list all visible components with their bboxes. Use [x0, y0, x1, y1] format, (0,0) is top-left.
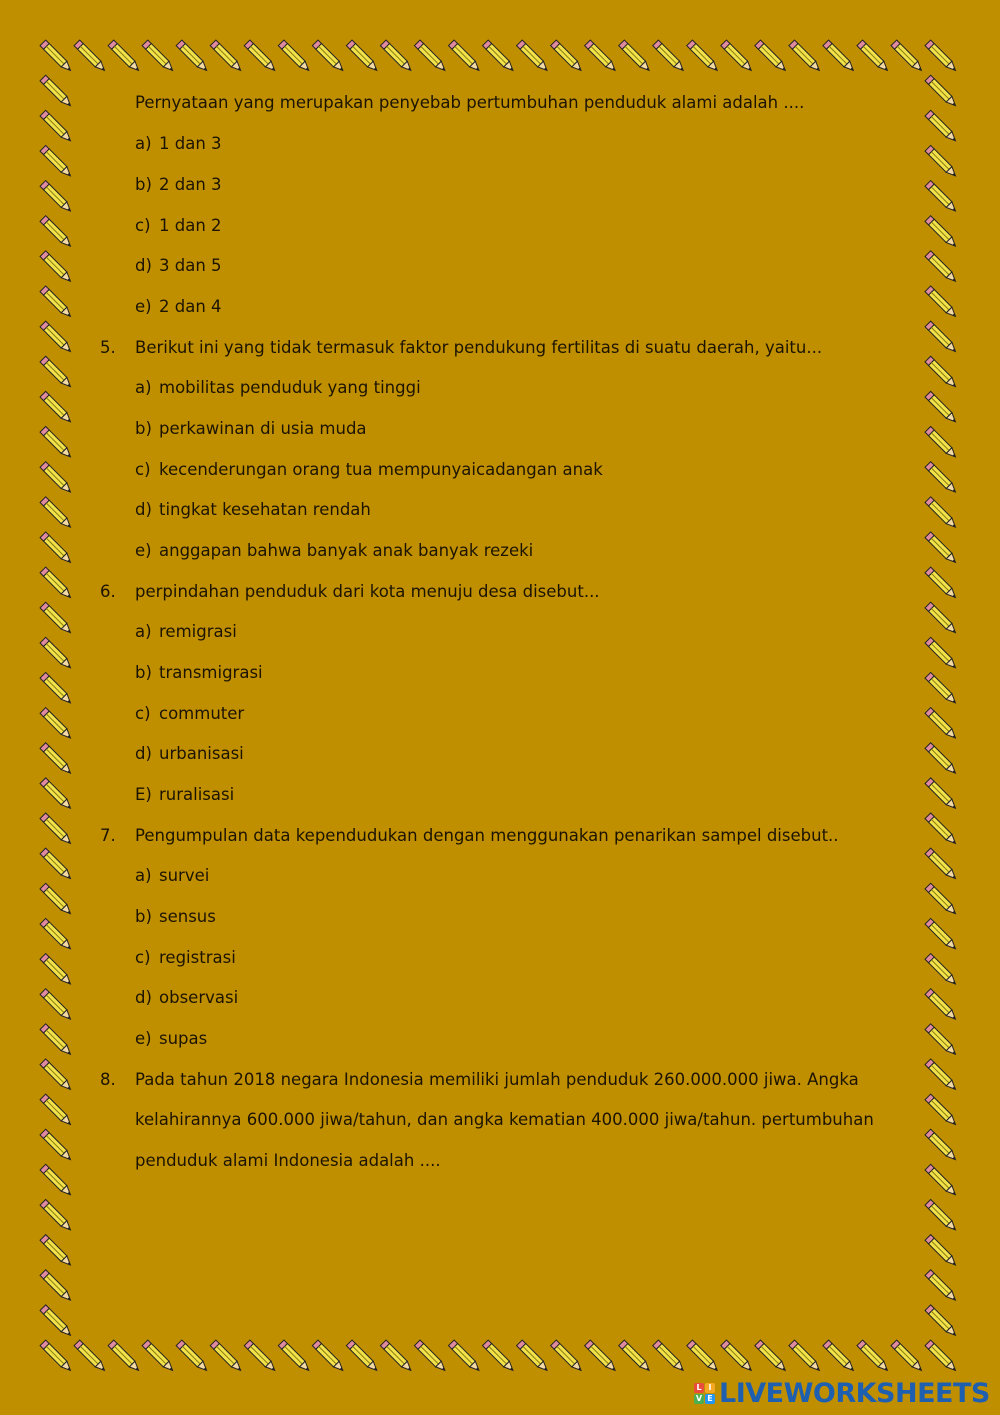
pencil-icon: [483, 1340, 516, 1373]
pencil-icon: [755, 1340, 788, 1373]
pencil-icon: [40, 602, 73, 635]
pencil-icon: [721, 1340, 754, 1373]
option-letter: b): [135, 175, 152, 194]
pencil-icon: [40, 251, 73, 284]
option-text: supas: [159, 1029, 208, 1048]
pencil-icon: [517, 1340, 550, 1373]
pencil-icon: [925, 216, 958, 249]
pencil-icon: [925, 391, 958, 424]
option-text: perkawinan di usia muda: [159, 419, 367, 438]
pencil-icon: [40, 1164, 73, 1197]
pencil-icon: [40, 497, 73, 530]
option-text: remigrasi: [159, 622, 237, 641]
pencil-icon: [40, 75, 73, 108]
pencil-icon: [40, 321, 73, 354]
pencil-icon: [40, 1024, 73, 1057]
pencil-icon: [925, 75, 958, 108]
pencil-icon: [346, 40, 379, 73]
pencil-icon: [925, 40, 958, 73]
option-item: [135, 663, 263, 683]
pencil-icon: [40, 145, 73, 178]
option-letter: b): [135, 663, 152, 682]
pencil-icon: [40, 918, 73, 951]
option-letter: c): [135, 460, 151, 479]
logo-letter: I: [705, 1383, 715, 1393]
option-letter: c): [135, 948, 151, 967]
pencil-icon: [925, 813, 958, 846]
option-letter: a): [135, 622, 152, 641]
pencil-icon: [40, 778, 73, 811]
option-text: mobilitas penduduk yang tinggi: [159, 378, 421, 397]
option-letter: a): [135, 378, 152, 397]
pencil-icon: [40, 743, 73, 776]
pencil-icon: [483, 40, 516, 73]
option-text: tingkat kesehatan rendah: [159, 500, 371, 519]
pencil-icon: [925, 462, 958, 495]
logo-letter: V: [695, 1393, 703, 1403]
pencil-icon: [40, 848, 73, 881]
logo-letter: L: [694, 1383, 704, 1393]
pencil-icon: [925, 778, 958, 811]
option-letter: E): [135, 785, 152, 804]
option-text: sensus: [159, 907, 216, 926]
pencil-icon: [108, 1340, 141, 1373]
pencil-icon: [40, 672, 73, 705]
question-text: Pengumpulan data kependudukan dengan menggunakan penarikan sampel disebut..: [135, 826, 839, 845]
pencil-icon: [755, 40, 788, 73]
pencil-icon: [925, 1305, 958, 1338]
option-item: [135, 460, 603, 480]
pencil-icon: [40, 813, 73, 846]
pencil-icon: [40, 181, 73, 214]
pencil-icon: [925, 848, 958, 881]
pencil-icon: [40, 989, 73, 1022]
pencil-icon: [40, 1094, 73, 1127]
pencil-icon: [448, 1340, 481, 1373]
pencil-icon: [40, 637, 73, 670]
pencil-icon: [414, 40, 447, 73]
pencil-icon: [40, 1270, 73, 1303]
pencil-icon: [40, 883, 73, 916]
option-item: [135, 704, 244, 724]
pencil-icon: [925, 708, 958, 741]
question-text-line: penduduk alami Indonesia adalah ....: [135, 1151, 441, 1170]
pencil-icon: [210, 1340, 243, 1373]
pencil-icon: [925, 1094, 958, 1127]
pencil-icon: [925, 321, 958, 354]
pencil-icon: [40, 40, 73, 73]
option-text: ruralisasi: [159, 785, 235, 804]
pencil-icon: [40, 110, 73, 143]
option-letter: d): [135, 988, 152, 1007]
pencil-icon: [74, 40, 107, 73]
pencil-icon: [551, 1340, 584, 1373]
option-item: [135, 1029, 207, 1049]
pencil-icon: [40, 1235, 73, 1268]
liveworksheets-logo-icon: [694, 1383, 715, 1404]
pencil-icon: [925, 1024, 958, 1057]
pencil-icon: [925, 637, 958, 670]
option-item: [135, 175, 222, 195]
question-text: Berikut ini yang tidak termasuk faktor pendukung fertilitas di suatu daerah, yaitu...: [135, 338, 823, 357]
option-item: [135, 500, 371, 520]
option-item: [135, 948, 236, 968]
pencil-icon: [278, 1340, 311, 1373]
pencil-icon: [40, 216, 73, 249]
option-letter: e): [135, 1029, 152, 1048]
logo-letter: E: [705, 1394, 715, 1404]
option-text: 2 dan 3: [159, 175, 222, 194]
pencil-icon: [925, 567, 958, 600]
option-letter: d): [135, 256, 152, 275]
pencil-icon: [653, 40, 686, 73]
pencil-icon: [312, 1340, 345, 1373]
pencil-icon: [925, 356, 958, 389]
pencil-icon: [925, 1059, 958, 1092]
question-text-line: kelahirannya 600.000 jiwa/tahun, dan angka kematian 400.000 jiwa/tahun. pertumbuhan: [135, 1110, 874, 1129]
option-letter: a): [135, 134, 152, 153]
question-number: 5.: [100, 338, 116, 357]
option-letter: e): [135, 297, 152, 316]
pencil-icon: [925, 918, 958, 951]
pencil-icon: [925, 989, 958, 1022]
pencil-icon: [551, 40, 584, 73]
pencil-icon: [925, 883, 958, 916]
pencil-icon: [619, 40, 652, 73]
pencil-icon: [40, 1340, 73, 1373]
pencil-icon: [687, 40, 720, 73]
pencil-icon: [925, 1340, 958, 1373]
option-text: 1 dan 3: [159, 134, 222, 153]
pencil-icon: [925, 954, 958, 987]
liveworksheets-logo: [694, 1376, 990, 1410]
option-text: 1 dan 2: [159, 216, 222, 235]
option-text: anggapan bahwa banyak anak banyak rezeki: [159, 541, 534, 560]
pencil-icon: [687, 1340, 720, 1373]
question-text: perpindahan penduduk dari kota menuju desa disebut...: [135, 582, 600, 601]
option-item: [135, 216, 222, 236]
question-number: 8.: [100, 1070, 116, 1089]
question-intro-text: Pernyataan yang merupakan penyebab pertumbuhan penduduk alami adalah ....: [135, 93, 805, 112]
liveworksheets-wordmark: LIVEWORKSHEETS: [719, 1377, 990, 1409]
question-number: 7.: [100, 826, 116, 845]
pencil-icon: [40, 1199, 73, 1232]
pencil-icon: [210, 40, 243, 73]
pencil-icon: [142, 1340, 175, 1373]
option-item: [135, 622, 237, 642]
pencil-icon: [414, 1340, 447, 1373]
option-text: commuter: [159, 704, 245, 723]
pencil-icon: [891, 1340, 924, 1373]
option-letter: e): [135, 541, 152, 560]
pencil-icon: [857, 1340, 890, 1373]
option-item: [135, 134, 222, 154]
pencil-icon: [925, 286, 958, 319]
pencil-icon: [244, 40, 277, 73]
option-text: survei: [159, 866, 210, 885]
pencil-icon: [40, 1059, 73, 1092]
option-item: [135, 866, 209, 886]
pencil-icon: [789, 1340, 822, 1373]
pencil-icon: [142, 40, 175, 73]
pencil-icon: [891, 40, 924, 73]
pencil-icon: [925, 1164, 958, 1197]
option-item: [135, 988, 238, 1008]
pencil-icon: [653, 1340, 686, 1373]
option-item: [135, 744, 244, 764]
pencil-icon: [925, 145, 958, 178]
pencil-icon: [925, 497, 958, 530]
pencil-icon: [925, 1129, 958, 1162]
pencil-icon: [40, 286, 73, 319]
option-item: [135, 256, 222, 276]
pencil-icon: [585, 1340, 618, 1373]
pencil-icon: [74, 1340, 107, 1373]
pencil-icon: [857, 40, 890, 73]
option-item: [135, 907, 216, 927]
pencil-icon: [925, 181, 958, 214]
option-text: transmigrasi: [159, 663, 263, 682]
pencil-icon: [380, 1340, 413, 1373]
pencil-icon: [721, 40, 754, 73]
pencil-icon: [40, 1129, 73, 1162]
pencil-icon: [925, 1199, 958, 1232]
pencil-icon: [823, 1340, 856, 1373]
pencil-icon: [925, 251, 958, 284]
pencil-icon: [108, 40, 141, 73]
pencil-icon: [40, 954, 73, 987]
pencil-icon: [40, 567, 73, 600]
pencil-icon: [925, 743, 958, 776]
option-item: [135, 419, 367, 439]
option-letter: a): [135, 866, 152, 885]
pencil-icon: [619, 1340, 652, 1373]
pencil-icon: [346, 1340, 379, 1373]
option-letter: b): [135, 907, 152, 926]
pencil-icon: [40, 427, 73, 460]
option-item: [135, 378, 421, 398]
pencil-icon: [925, 532, 958, 565]
pencil-icon: [40, 356, 73, 389]
pencil-icon: [176, 40, 209, 73]
pencil-icon: [278, 40, 311, 73]
option-item: [135, 785, 234, 805]
option-item: [135, 541, 533, 561]
pencil-icon: [380, 40, 413, 73]
pencil-icon: [448, 40, 481, 73]
pencil-icon: [823, 40, 856, 73]
question-text-line: Pada tahun 2018 negara Indonesia memiliki jumlah penduduk 260.000.000 jiwa. Angka: [135, 1070, 859, 1089]
option-letter: b): [135, 419, 152, 438]
pencil-icon: [176, 1340, 209, 1373]
option-text: 3 dan 5: [159, 256, 222, 275]
pencil-icon: [925, 672, 958, 705]
option-letter: d): [135, 500, 152, 519]
option-text: kecenderungan orang tua mempunyaicadangan anak: [159, 460, 603, 479]
pencil-icon: [925, 427, 958, 460]
pencil-icon: [40, 708, 73, 741]
pencil-icon: [40, 1305, 73, 1338]
pencil-icon: [40, 462, 73, 495]
pencil-icon: [40, 532, 73, 565]
option-text: urbanisasi: [159, 744, 244, 763]
option-letter: c): [135, 704, 151, 723]
pencil-icon: [789, 40, 822, 73]
pencil-icon: [925, 602, 958, 635]
option-text: registrasi: [159, 948, 236, 967]
question-number: 6.: [100, 582, 116, 601]
option-letter: c): [135, 216, 151, 235]
pencil-icon: [312, 40, 345, 73]
option-text: 2 dan 4: [159, 297, 222, 316]
pencil-icon: [925, 1235, 958, 1268]
pencil-icon: [585, 40, 618, 73]
option-letter: d): [135, 744, 152, 763]
pencil-icon: [40, 391, 73, 424]
pencil-icon: [925, 1270, 958, 1303]
pencil-icon: [925, 110, 958, 143]
option-item: [135, 297, 222, 317]
option-text: observasi: [159, 988, 239, 1007]
pencil-icon: [517, 40, 550, 73]
pencil-icon: [244, 1340, 277, 1373]
